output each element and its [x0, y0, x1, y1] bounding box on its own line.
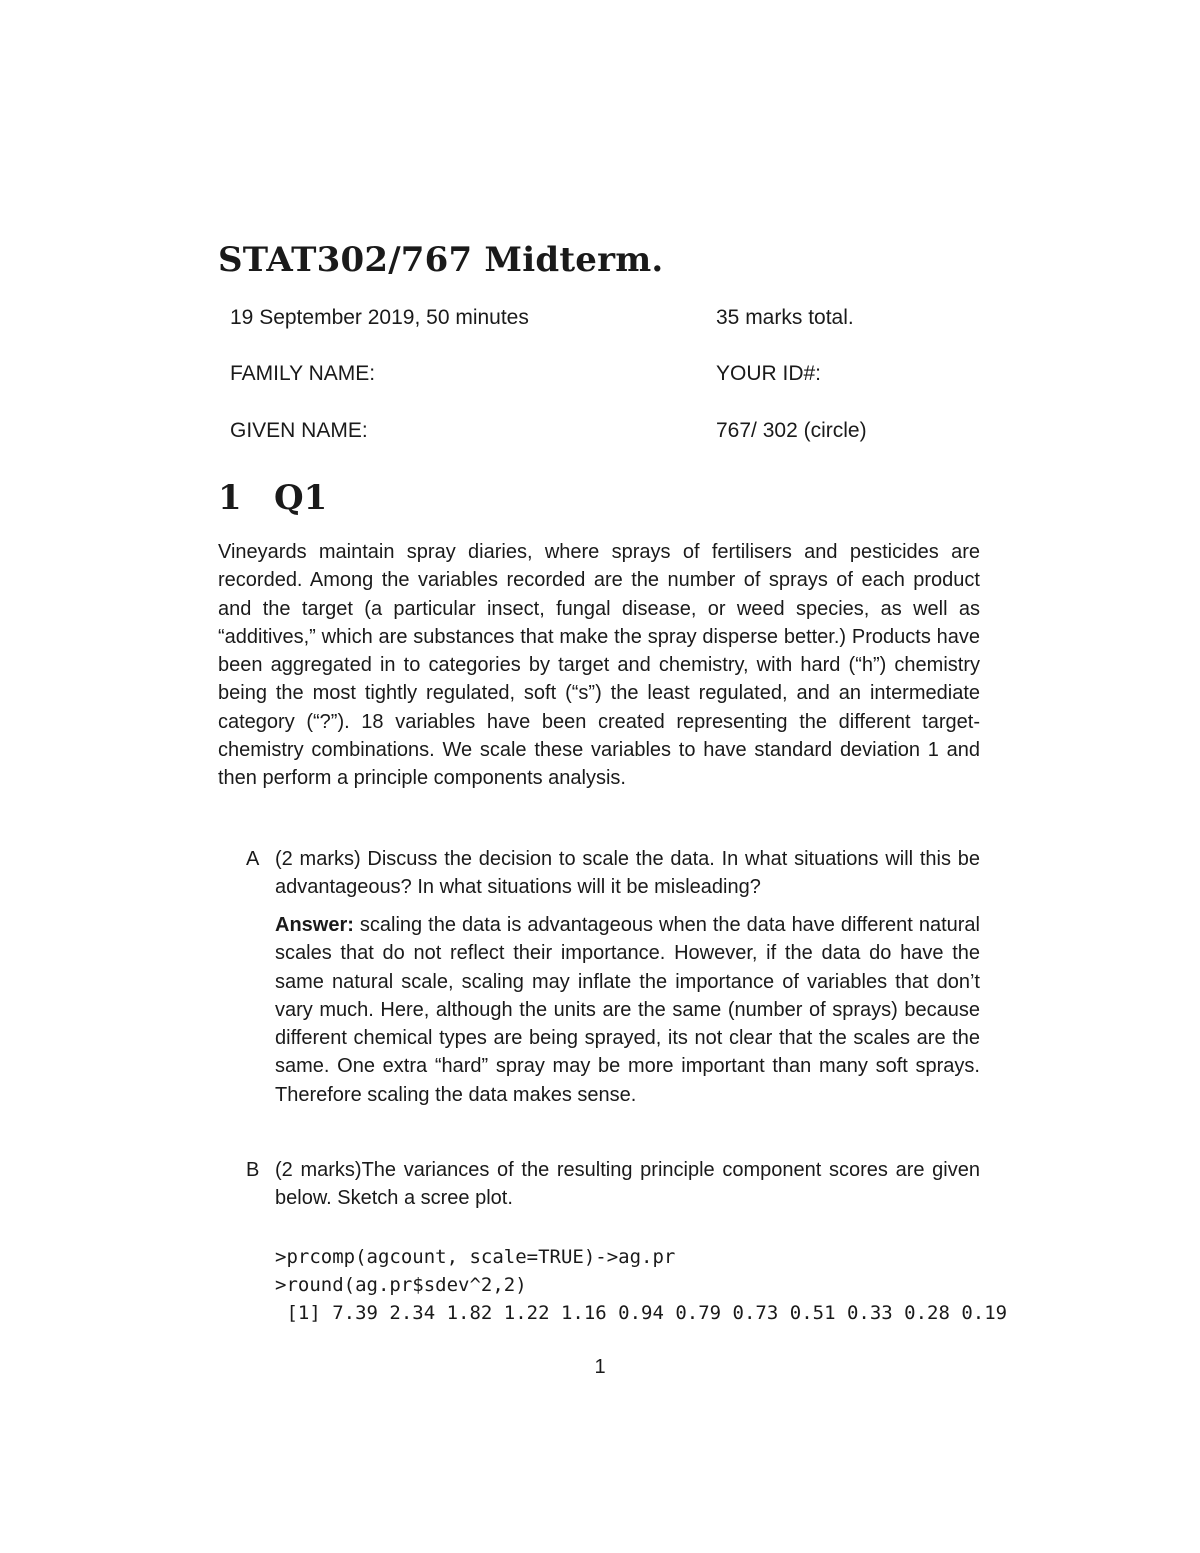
course-circle: 767/ 302 (circle) — [716, 419, 867, 442]
item-b-question: (2 marks)The variances of the resulting principle component scores are given below. Sketch a scree plot. — [275, 1159, 980, 1210]
date-duration: 19 September 2019, 50 minutes — [230, 306, 529, 329]
exam-title: STAT302/767 Midterm. — [218, 240, 664, 280]
id-label: YOUR ID#: — [716, 362, 822, 385]
code-line-3: [1] 7.39 2.34 1.82 1.22 1.16 0.94 0.79 0.73 0.51 0.33 0.28 0.19 — [275, 1302, 1008, 1324]
item-a-answer — [275, 911, 980, 1109]
item-a-label: A — [246, 848, 260, 870]
section-heading — [218, 478, 327, 518]
code-line-2: >round(ag.pr$sdev^2,2) — [275, 1274, 527, 1296]
header-row-family — [230, 362, 1030, 392]
page-number: 1 — [594, 1356, 606, 1378]
answer-label: Answer: — [275, 914, 354, 936]
intro-paragraph: Vineyards maintain spray diaries, where sprays of fertilisers and pesticides are recorded. Among the variables recorded are the number of sprays of each product and the target (a particular insect, fungal disease, or weed species, as well as “additives,” which are substances that make the spray disperse better.) Products have been aggregated in to categories by target and chemistry, with hard (“h”) chemistry being the most tightly regulated, soft (“s”) the least regulated, and an intermediate category (“?”). 18 variables have been created representing the different target-chemistry combinations. We scale these variables to have standard deviation 1 and then perform a principle components analysis. — [218, 541, 980, 790]
code-line-1: >prcomp(agcount, scale=TRUE)->ag.pr — [275, 1246, 676, 1268]
item-a-question: (2 marks) Discuss the decision to scale the data. In what situations will this be advantageous? In what situations will it be misleading? — [275, 848, 980, 899]
header-row-date — [230, 306, 1030, 336]
marks-total: 35 marks total. — [716, 306, 854, 329]
item-b-label: B — [246, 1159, 260, 1181]
section-title: Q1 — [274, 478, 328, 518]
family-name-label: FAMILY NAME: — [230, 362, 376, 385]
section-number: 1 — [218, 478, 242, 518]
answer-text: scaling the data is advantageous when the data have different natural scales that do not reflect their importance. However, if the data do have the same natural scale, scaling may inflate the importance of variables that don’t vary much. Here, although the units are the same (number of sprays) because different chemical types are being sprayed, its not clear that the scales are the same. One extra “hard” spray may be more important than many soft sprays. Therefore scaling the data makes sense. — [275, 914, 980, 1106]
header-row-given — [230, 419, 1030, 449]
given-name-label: GIVEN NAME: — [230, 419, 368, 442]
